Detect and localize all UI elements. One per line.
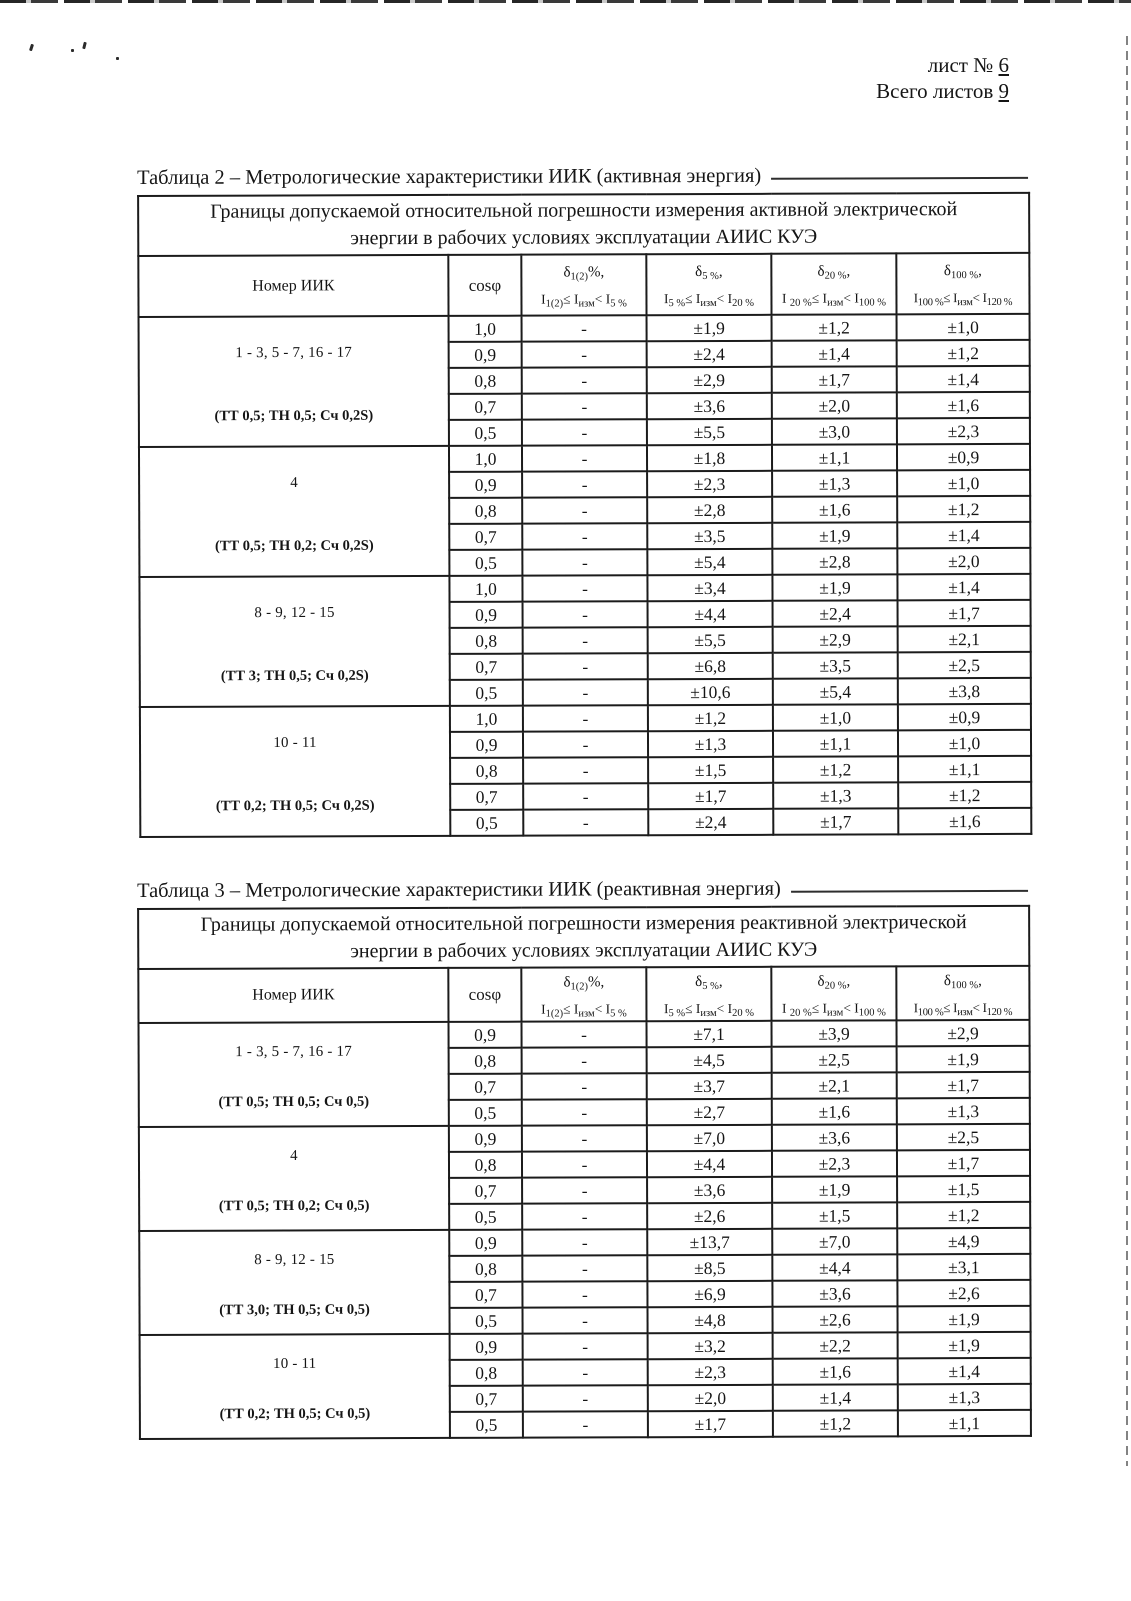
cell-d100: ±1,2 <box>897 340 1030 366</box>
cell-cos: 0,9 <box>449 1022 522 1048</box>
table3-section <box>137 876 1030 1440</box>
cell-d100: ±1,2 <box>897 1202 1030 1228</box>
cell-d5: ±7,0 <box>647 1125 772 1151</box>
table-row <box>140 1332 1031 1361</box>
current-range: $I_{5 \%}\le I_{изм}< I_{20 \%}$ <box>663 290 755 310</box>
cell-d100: ±0,9 <box>898 704 1031 730</box>
cell-d5: ±3,4 <box>647 575 772 601</box>
col-header-d100 <box>896 253 1029 314</box>
table-row <box>139 1124 1030 1153</box>
cell-d5: ±2,8 <box>647 497 772 523</box>
cell-d100: ±1,0 <box>897 314 1030 340</box>
cell-cos: 0,9 <box>450 602 523 628</box>
cell-d100: ±1,1 <box>898 756 1031 782</box>
table-row <box>139 1020 1030 1049</box>
table-row <box>139 444 1030 473</box>
cell-d20: ±2,1 <box>772 1072 897 1098</box>
cell-d100: ±2,9 <box>896 1020 1029 1046</box>
cell-d20: ±1,9 <box>772 522 897 548</box>
group-spec: (ТТ 0,2; ТН 0,5; Сч 0,5) <box>219 1405 371 1422</box>
cell-d20: ±1,3 <box>772 470 897 496</box>
cell-cos: 0,7 <box>450 784 523 810</box>
cell-d100: ±1,2 <box>898 782 1031 808</box>
current-range: $I_{5 \%}\le I_{изм}< I_{20 \%}$ <box>663 1000 755 1019</box>
cell-d5: ±1,9 <box>647 315 772 341</box>
cell-cos: 0,5 <box>450 810 523 836</box>
table-row <box>139 574 1030 603</box>
cell-d1: - <box>522 1047 647 1073</box>
cell-d100: ±1,7 <box>897 1072 1030 1098</box>
current-range: $I_{1(2)}\le I_{изм}< I_{5 \%}$ <box>541 1000 627 1020</box>
page-header <box>876 52 1009 104</box>
cell-d5: ±3,7 <box>647 1073 772 1099</box>
table2-mount <box>137 192 1030 838</box>
col-header-d20 <box>771 966 896 1020</box>
cell-d1: - <box>522 1307 647 1333</box>
col-header-d5 <box>646 254 771 315</box>
cell-d5: ±5,5 <box>647 419 772 445</box>
cell-d1: - <box>522 523 647 549</box>
cell-d20: ±1,4 <box>772 340 897 366</box>
cell-cos: 1,0 <box>450 706 523 732</box>
delta-symbol: $\delta_{100 \%}$, <box>943 263 982 282</box>
scan-artifact-top-edge <box>0 0 1131 3</box>
cell-d5: ±2,3 <box>648 1359 773 1385</box>
cell-d5: ±1,8 <box>647 445 772 471</box>
cell-d5: ±3,6 <box>647 1177 772 1203</box>
cell-d20: ±1,6 <box>773 1358 898 1384</box>
scan-speckle <box>71 49 74 52</box>
col-header-d1 <box>521 254 646 315</box>
cell-d5: ±1,3 <box>648 731 773 757</box>
col-header-cosphi: cosφ <box>448 968 521 1022</box>
cell-d100: ±2,5 <box>897 1124 1030 1150</box>
cell-d20: ±1,6 <box>772 1098 897 1124</box>
cell-d1: - <box>522 341 647 367</box>
col-header-d1 <box>521 967 646 1021</box>
cell-d1: - <box>523 1411 648 1437</box>
cell-d100: ±2,1 <box>898 626 1031 652</box>
table-caption: Границы допускаемой относительной погрешности измерения реактивной электрической энергии в рабочих условиях эксплуатации АИИС КУЭ <box>138 906 1029 969</box>
cell-cos: 0,7 <box>450 1386 523 1412</box>
group-spec: (ТТ 0,5; ТН 0,2; Сч 0,5) <box>218 1197 370 1214</box>
cell-d1: - <box>523 809 648 835</box>
cell-d100: ±1,4 <box>897 522 1030 548</box>
sheet-number-line <box>876 52 1009 78</box>
cell-cos: 0,7 <box>450 654 523 680</box>
cell-d100: ±2,0 <box>897 548 1030 574</box>
current-range: $I_{100 \%}\le I_{изм}< I_{120 \%}$ <box>913 290 1013 309</box>
title-rule <box>791 890 1028 893</box>
cell-d1: - <box>522 1177 647 1203</box>
cell-d5: ±2,6 <box>647 1203 772 1229</box>
table2-title <box>137 163 1028 190</box>
cell-d20: ±2,3 <box>772 1150 897 1176</box>
metrology-table <box>137 192 1032 838</box>
group-numbers: 4 <box>290 1147 298 1164</box>
cell-d100: ±1,7 <box>897 1150 1030 1176</box>
cell-d1: - <box>523 731 648 757</box>
scan-speckle <box>82 42 87 50</box>
delta-symbol: $\delta_{20 \%}$, <box>817 973 851 992</box>
group-numbers: 4 <box>290 474 298 491</box>
table-row <box>139 314 1030 343</box>
cell-d100: ±3,1 <box>897 1254 1030 1280</box>
cell-d5: ±1,2 <box>648 705 773 731</box>
cell-d100: ±1,0 <box>897 470 1030 496</box>
table-row <box>140 704 1031 733</box>
group-numbers: 1 - 3, 5 - 7, 16 - 17 <box>235 344 353 361</box>
group-numbers: 10 - 11 <box>272 1355 317 1372</box>
group-cell <box>140 706 450 837</box>
cell-d100: ±1,4 <box>897 574 1030 600</box>
cell-cos: 0,8 <box>449 498 522 524</box>
cell-d1: - <box>522 1021 647 1047</box>
cell-d20: ±7,0 <box>772 1228 897 1254</box>
cell-d100: ±1,5 <box>897 1176 1030 1202</box>
cell-d20: ±4,4 <box>772 1254 897 1280</box>
col-header-iik: Номер ИИК <box>138 968 448 1023</box>
column-header-row <box>138 966 1029 1023</box>
cell-cos: 0,8 <box>449 1048 522 1074</box>
delta-symbol: $\delta_{100 \%}$, <box>943 972 982 991</box>
cell-cos: 0,7 <box>449 1178 522 1204</box>
cell-d5: ±8,5 <box>647 1255 772 1281</box>
cell-d5: ±2,3 <box>647 471 772 497</box>
table-caption: Границы допускаемой относительной погрешности измерения активной электрической энергии в рабочих условиях эксплуатации АИИС КУЭ <box>138 193 1029 256</box>
current-range: I $_{20 \%}\le I_{изм}< I_{100 \%}$ <box>781 999 886 1019</box>
cell-d20: ±1,0 <box>773 704 898 730</box>
cell-d5: ±4,4 <box>647 1151 772 1177</box>
cell-d20: ±3,6 <box>772 1124 897 1150</box>
cell-d100: ±1,7 <box>898 600 1031 626</box>
cell-d20: ±1,5 <box>772 1202 897 1228</box>
group-spec: (ТТ 3,0; ТН 0,5; Сч 0,5) <box>219 1301 370 1318</box>
cell-d1: - <box>522 419 647 445</box>
cell-cos: 0,5 <box>450 1412 523 1438</box>
total-sheets-value: 9 <box>998 79 1009 103</box>
group-cell <box>140 1334 450 1439</box>
table-row <box>139 1228 1030 1257</box>
cell-d20: ±1,7 <box>772 366 897 392</box>
cell-cos: 1,0 <box>449 316 522 342</box>
group-numbers: 10 - 11 <box>273 734 317 751</box>
cell-d5: ±4,5 <box>647 1047 772 1073</box>
cell-d20: ±2,5 <box>772 1046 897 1072</box>
group-cell <box>139 446 449 577</box>
table2-section <box>137 163 1030 838</box>
cell-d5: ±4,8 <box>647 1307 772 1333</box>
cell-d20: ±1,3 <box>773 782 898 808</box>
cell-d1: - <box>523 653 648 679</box>
table3-title-text: Таблица 3 – Метрологические характеристики ИИК (реактивная энергия) <box>137 877 781 902</box>
cell-d100: ±3,8 <box>898 678 1031 704</box>
cell-d100: ±2,5 <box>898 652 1031 678</box>
cell-d1: - <box>522 1073 647 1099</box>
cell-d20: ±5,4 <box>773 678 898 704</box>
cell-d100: ±1,0 <box>898 730 1031 756</box>
delta-symbol: $\delta_{5 \%}$, <box>695 973 723 992</box>
cell-d100: ±1,1 <box>898 1410 1031 1436</box>
cell-d100: ±1,9 <box>897 1306 1030 1332</box>
cell-d20: ±1,2 <box>772 314 897 340</box>
table3-title <box>137 876 1028 903</box>
cell-d1: - <box>523 783 648 809</box>
cell-cos: 0,8 <box>450 628 523 654</box>
cell-cos: 0,7 <box>449 524 522 550</box>
group-cell <box>139 316 449 447</box>
table3-mount <box>137 905 1030 1440</box>
cell-d20: ±2,6 <box>772 1306 897 1332</box>
cell-d100: ±1,6 <box>897 392 1030 418</box>
cell-d5: ±4,4 <box>648 601 773 627</box>
delta-symbol: $\delta_{1(2)}\%$, <box>563 264 605 283</box>
cell-d1: - <box>522 1229 647 1255</box>
cell-d20: ±2,4 <box>773 600 898 626</box>
group-spec: (ТТ 0,5; ТН 0,5; Сч 0,2S) <box>214 407 374 424</box>
cell-cos: 0,5 <box>449 1204 522 1230</box>
total-sheets-line <box>876 78 1009 104</box>
cell-d5: ±3,6 <box>647 393 772 419</box>
cell-d20: ±1,1 <box>773 730 898 756</box>
current-range: $I_{1(2)}\le I_{изм}< I_{5 \%}$ <box>541 291 627 310</box>
current-range: $I_{100 \%}\le I_{изм}< I_{120 \%}$ <box>913 999 1013 1018</box>
cell-d1: - <box>523 1385 648 1411</box>
cell-d100: ±1,6 <box>898 808 1031 834</box>
cell-d100: ±1,4 <box>897 366 1030 392</box>
cell-d100: ±2,3 <box>897 418 1030 444</box>
cell-cos: 0,8 <box>449 1152 522 1178</box>
cell-d5: ±13,7 <box>647 1229 772 1255</box>
cell-cos: 0,7 <box>449 1282 522 1308</box>
cell-d20: ±3,9 <box>771 1020 896 1046</box>
current-range: I $_{20 \%}\le I_{изм}< I_{100 \%}$ <box>781 290 886 309</box>
scan-speckle <box>116 57 119 60</box>
table-caption-row <box>138 193 1029 256</box>
cell-d100: ±4,9 <box>897 1228 1030 1254</box>
cell-d5: ±1,7 <box>648 1411 773 1437</box>
group-cell <box>139 1126 449 1231</box>
col-header-cosphi: cosφ <box>448 255 521 316</box>
cell-d100: ±2,6 <box>897 1280 1030 1306</box>
cell-d1: - <box>522 367 647 393</box>
group-spec: (ТТ 0,2; ТН 0,5; Сч 0,2S) <box>215 797 375 814</box>
cell-d1: - <box>523 757 648 783</box>
cell-cos: 0,5 <box>449 550 522 576</box>
cell-d5: ±2,7 <box>647 1099 772 1125</box>
cell-cos: 0,9 <box>450 1334 523 1360</box>
cell-d20: ±3,5 <box>773 652 898 678</box>
cell-d5: ±2,9 <box>647 367 772 393</box>
cell-d100: ±1,3 <box>897 1098 1030 1124</box>
cell-cos: 0,8 <box>450 1360 523 1386</box>
group-spec: (ТТ 0,5; ТН 0,5; Сч 0,5) <box>218 1093 370 1110</box>
table-caption-row <box>138 906 1029 969</box>
cell-d20: ±2,0 <box>772 392 897 418</box>
cell-d5: ±2,0 <box>648 1385 773 1411</box>
title-rule <box>771 177 1028 180</box>
cell-d1: - <box>522 549 647 575</box>
col-header-d20 <box>771 253 896 314</box>
cell-d1: - <box>522 1281 647 1307</box>
cell-d5: ±2,4 <box>648 809 773 835</box>
cell-cos: 0,5 <box>449 1308 522 1334</box>
col-header-d100 <box>896 966 1029 1020</box>
cell-d1: - <box>522 1151 647 1177</box>
table2-title-text: Таблица 2 – Метрологические характеристики ИИК (активная энергия) <box>137 164 762 189</box>
cell-d100: ±0,9 <box>897 444 1030 470</box>
cell-cos: 0,9 <box>449 472 522 498</box>
cell-cos: 0,5 <box>449 420 522 446</box>
group-cell <box>139 1230 449 1335</box>
cell-d5: ±6,9 <box>647 1281 772 1307</box>
cell-d20: ±1,6 <box>772 496 897 522</box>
column-header-row <box>138 253 1029 317</box>
cell-d100: ±1,2 <box>897 496 1030 522</box>
sheet-label: лист № <box>927 53 994 77</box>
cell-d20: ±2,2 <box>773 1332 898 1358</box>
cell-d100: ±1,4 <box>898 1358 1031 1384</box>
cell-d20: ±3,0 <box>772 418 897 444</box>
group-numbers: 1 - 3, 5 - 7, 16 - 17 <box>235 1043 352 1060</box>
cell-d1: - <box>522 1203 647 1229</box>
cell-d1: - <box>522 1125 647 1151</box>
cell-cos: 0,9 <box>449 1126 522 1152</box>
group-spec: (ТТ 0,5; ТН 0,2; Сч 0,2S) <box>214 537 374 554</box>
cell-d5: ±1,7 <box>648 783 773 809</box>
cell-d20: ±1,1 <box>772 444 897 470</box>
cell-cos: 0,5 <box>449 1100 522 1126</box>
group-cell <box>139 576 449 707</box>
cell-d1: - <box>522 1099 647 1125</box>
cell-cos: 1,0 <box>449 446 522 472</box>
cell-d20: ±3,6 <box>772 1280 897 1306</box>
cell-d20: ±1,9 <box>772 1176 897 1202</box>
cell-d5: ±5,4 <box>647 549 772 575</box>
delta-symbol: $\delta_{20 \%}$, <box>817 263 851 282</box>
group-numbers: 8 - 9, 12 - 15 <box>254 1251 335 1268</box>
cell-cos: 1,0 <box>449 576 522 602</box>
cell-cos: 0,9 <box>450 732 523 758</box>
cell-d1: - <box>522 445 647 471</box>
cell-cos: 0,7 <box>449 394 522 420</box>
cell-d20: ±2,8 <box>772 548 897 574</box>
cell-cos: 0,8 <box>450 758 523 784</box>
cell-d1: - <box>523 627 648 653</box>
cell-d1: - <box>523 601 648 627</box>
cell-d1: - <box>523 1359 648 1385</box>
scan-artifact-right-edge <box>1126 36 1128 1466</box>
cell-d100: ±1,9 <box>897 1046 1030 1072</box>
cell-d5: ±10,6 <box>648 679 773 705</box>
col-header-d5 <box>646 967 771 1021</box>
cell-d1: - <box>523 679 648 705</box>
sheet-number-value: 6 <box>998 53 1009 77</box>
cell-d5: ±2,4 <box>647 341 772 367</box>
cell-d20: ±1,7 <box>773 808 898 834</box>
delta-symbol: $\delta_{1(2)}\%$, <box>563 973 605 992</box>
cell-d5: ±3,5 <box>647 523 772 549</box>
cell-d1: - <box>523 1333 648 1359</box>
cell-d1: - <box>522 393 647 419</box>
cell-cos: 0,9 <box>449 1230 522 1256</box>
group-spec: (ТТ 3; ТН 0,5; Сч 0,2S) <box>220 667 369 684</box>
delta-symbol: $\delta_{5 \%}$, <box>695 263 723 283</box>
cell-d5: ±6,8 <box>648 653 773 679</box>
cell-cos: 0,9 <box>449 342 522 368</box>
cell-cos: 0,5 <box>450 680 523 706</box>
cell-d20: ±1,9 <box>772 574 897 600</box>
total-sheets-label: Всего листов <box>876 79 994 103</box>
col-header-iik: Номер ИИК <box>138 255 448 317</box>
cell-cos: 0,8 <box>449 1256 522 1282</box>
cell-d20: ±1,4 <box>773 1384 898 1410</box>
cell-cos: 0,8 <box>449 368 522 394</box>
cell-cos: 0,7 <box>449 1074 522 1100</box>
cell-d1: - <box>522 497 647 523</box>
group-numbers: 8 - 9, 12 - 15 <box>254 604 335 621</box>
cell-d20: ±1,2 <box>773 756 898 782</box>
cell-d5: ±7,1 <box>646 1021 771 1047</box>
cell-d20: ±2,9 <box>773 626 898 652</box>
cell-d1: - <box>522 1255 647 1281</box>
cell-d1: - <box>522 575 647 601</box>
cell-d20: ±1,2 <box>773 1410 898 1436</box>
cell-d5: ±5,5 <box>648 627 773 653</box>
cell-d100: ±1,3 <box>898 1384 1031 1410</box>
cell-d1: - <box>522 315 647 341</box>
scan-speckle <box>29 44 34 52</box>
cell-d1: - <box>522 471 647 497</box>
cell-d5: ±3,2 <box>648 1333 773 1359</box>
metrology-table <box>137 905 1032 1440</box>
cell-d1: - <box>523 705 648 731</box>
cell-d100: ±1,9 <box>898 1332 1031 1358</box>
cell-d5: ±1,5 <box>648 757 773 783</box>
group-cell <box>139 1022 449 1127</box>
